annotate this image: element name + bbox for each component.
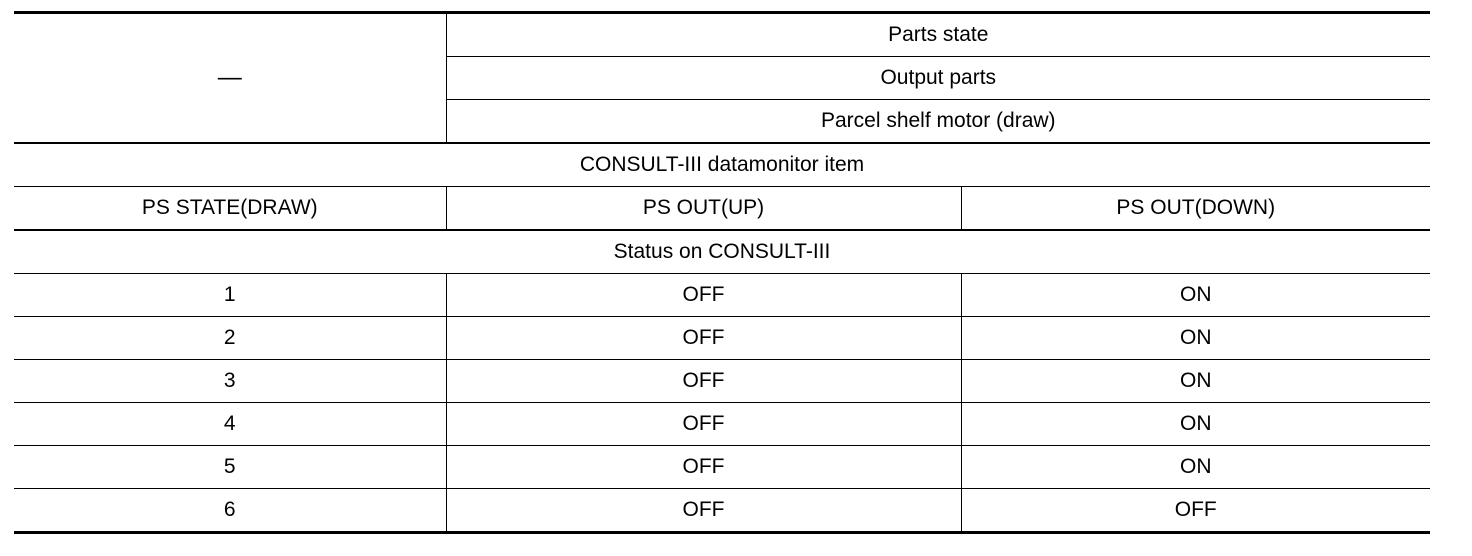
- column-header-state: PS STATE(DRAW): [14, 187, 446, 231]
- parcel-shelf-status-table: [14, 11, 1430, 534]
- out-down-cell: ON: [961, 360, 1430, 403]
- table-row: [14, 489, 1430, 533]
- table-row: [14, 403, 1430, 446]
- table-row: [14, 360, 1430, 403]
- table-row: [14, 274, 1430, 317]
- out-up-cell: OFF: [446, 403, 961, 446]
- output-parts-header: Output parts: [446, 57, 1430, 100]
- column-header-out-down: PS OUT(DOWN): [961, 187, 1430, 231]
- status-caption: Status on CONSULT-III: [14, 230, 1430, 274]
- table-row: [14, 446, 1430, 489]
- out-up-cell: OFF: [446, 489, 961, 533]
- out-up-cell: OFF: [446, 317, 961, 360]
- state-cell: 5: [14, 446, 446, 489]
- state-cell: 2: [14, 317, 446, 360]
- table-row: [14, 317, 1430, 360]
- out-down-cell: OFF: [961, 489, 1430, 533]
- out-down-cell: ON: [961, 446, 1430, 489]
- out-down-cell: ON: [961, 274, 1430, 317]
- out-down-cell: ON: [961, 317, 1430, 360]
- parts-state-header: Parts state: [446, 13, 1430, 57]
- state-cell: 3: [14, 360, 446, 403]
- empty-corner-cell: —: [14, 13, 446, 144]
- component-header: Parcel shelf motor (draw): [446, 100, 1430, 144]
- datamonitor-item-header: CONSULT-III datamonitor item: [14, 143, 1430, 187]
- state-cell: 6: [14, 489, 446, 533]
- out-up-cell: OFF: [446, 274, 961, 317]
- out-down-cell: ON: [961, 403, 1430, 446]
- state-cell: 4: [14, 403, 446, 446]
- state-cell: 1: [14, 274, 446, 317]
- column-header-out-up: PS OUT(UP): [446, 187, 961, 231]
- out-up-cell: OFF: [446, 446, 961, 489]
- out-up-cell: OFF: [446, 360, 961, 403]
